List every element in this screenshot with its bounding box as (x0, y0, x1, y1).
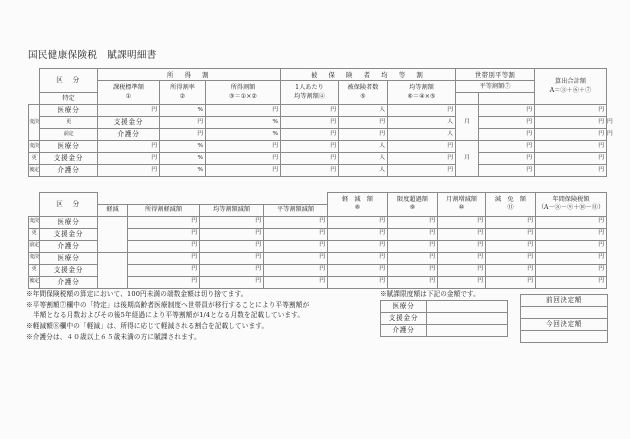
cell-income-rate[interactable]: % (160, 105, 206, 117)
cell-exemption[interactable]: 円 (486, 228, 536, 240)
limit-value-support[interactable] (427, 312, 508, 324)
sub-row-group-label-after-2: 更 (29, 264, 40, 276)
cell-monthly-adj[interactable]: 円 (438, 252, 486, 264)
cell-monthly-adj[interactable]: 円 (438, 276, 486, 288)
segment-label: 介護分 (98, 129, 160, 141)
main-group-header-row (29, 69, 607, 81)
limit-label-care: 介護分 (381, 324, 427, 336)
cell-exemption[interactable]: 円 (486, 264, 536, 276)
cell-over-limit[interactable]: 円 (388, 216, 438, 228)
cell-per-person[interactable]: 円 (281, 165, 339, 177)
segment-label: 支援金分 (40, 228, 98, 240)
header-equal-amount-formula: ⑥＝④×⑤ (407, 92, 436, 100)
header-reduction-total (328, 193, 388, 217)
header-over-limit-num: ⑨ (409, 204, 416, 212)
header-income-amount (206, 81, 281, 105)
cell-total[interactable]: 円 (535, 153, 607, 165)
cell-income-rate[interactable]: % (160, 153, 206, 165)
table-row (29, 165, 607, 177)
cell-income-rate[interactable]: % (206, 117, 281, 129)
cell-total[interactable]: 円 (535, 141, 607, 153)
page-title: 国民健康保険税 賦課明細書 (28, 50, 157, 61)
limit-label-support: 支援金分 (381, 312, 427, 324)
limit-caption: ※賦課限度額は下記の金額です。 (380, 290, 480, 298)
segment-label: 医療分 (40, 105, 98, 117)
cell-flat-reduction[interactable]: 円 (264, 276, 328, 288)
cell-equal-reduction[interactable]: 円 (200, 216, 264, 228)
table-row: 更 支援金分 円 % 円 円 人 円 円 円 (29, 117, 607, 129)
segment-label: 支援金分 (98, 117, 160, 129)
cell-flat-reduction[interactable]: 円 (264, 264, 328, 276)
sub-row-group-label-after-3: 後定 (29, 276, 40, 288)
cell-per-person[interactable]: 円 (281, 141, 339, 153)
header-annual-tax-label: 年間保険税額 (552, 196, 590, 204)
cell-reduction-rate[interactable] (98, 252, 128, 288)
segment-label: 医療分 (40, 252, 98, 264)
cell-monthly-adj[interactable]: 円 (438, 228, 486, 240)
limit-label-medical: 医療分 (381, 300, 427, 312)
cell-income-reduction[interactable]: 円 (128, 216, 200, 228)
cell-insured-count[interactable]: 人 (339, 141, 388, 153)
header-income-amount-formula: ③＝①×② (228, 92, 257, 100)
cell-annual-tax[interactable]: 円 (536, 228, 607, 240)
cell-flat-rate[interactable]: 円 (479, 105, 535, 117)
header-monthly-adj-label: 月割増減額 (446, 196, 477, 204)
limit-value-medical[interactable] (427, 300, 508, 312)
header-income-rate-label: 所得割率 (170, 84, 195, 92)
row-group-label-before-3: 前定 (40, 129, 98, 141)
cell-income-rate[interactable]: % (206, 129, 281, 141)
cell-exemption[interactable]: 円 (486, 252, 536, 264)
cell-reduction-total[interactable]: 円 (328, 228, 388, 240)
header-income-amount-label: 所得割額 (230, 84, 256, 92)
cell-over-limit[interactable]: 円 (388, 240, 438, 252)
cell-income-reduction[interactable]: 円 (128, 228, 200, 240)
header-annual-tax (536, 193, 607, 217)
cell-reduction-total[interactable]: 円 (328, 216, 388, 228)
header-equal-amount (388, 81, 456, 105)
header-reduction-spacer (98, 193, 328, 205)
reduction-detail-table (28, 192, 607, 289)
header-reduction-rate: 軽減 (98, 204, 128, 216)
cell-insured-count[interactable]: 人 (339, 105, 388, 117)
cell-income-amount[interactable]: 円 (206, 141, 281, 153)
header-taxable-base-label: 課税標準額 (113, 84, 144, 92)
cell-equal-amount[interactable]: 円 (479, 117, 535, 129)
header-insured-count-num: ⑤ (360, 92, 366, 100)
table-row: 前定 介護分 円 % 円 円 人 円 円 円 (29, 129, 607, 141)
table-row (521, 307, 608, 319)
header-total-line1: 算出合計額 (555, 78, 586, 86)
header-insured-count-label: 被保険者数 (347, 84, 379, 92)
decision-amount-table (520, 294, 608, 343)
header-equal-reduction: 均等割額減額 (200, 204, 264, 216)
table-row (29, 141, 607, 153)
cell-reduction-total[interactable]: 円 (328, 252, 388, 264)
cell-flat-reduction[interactable]: 円 (264, 228, 328, 240)
previous-decision-label: 前回決定額 (521, 295, 608, 307)
cell-annual-tax[interactable]: 円 (536, 276, 607, 288)
cell-flat-rate[interactable]: 円 (535, 129, 607, 141)
corner-spacer-2 (29, 81, 40, 93)
cell-exemption[interactable]: 円 (486, 240, 536, 252)
cell-equal-amount[interactable]: 円 (388, 165, 456, 177)
header-reduction-total-num: ⑧ (354, 204, 361, 212)
cell-equal-amount[interactable]: 円 (388, 105, 456, 117)
header-per-person (281, 81, 339, 105)
cell-over-limit[interactable]: 円 (388, 264, 438, 276)
header-exemption-label: 減 免 額 (495, 196, 526, 204)
cell-over-limit[interactable]: 円 (388, 252, 438, 264)
header-total (535, 69, 607, 105)
cell-exemption[interactable]: 円 (486, 216, 536, 228)
header-kubun: 区 分 (40, 69, 98, 93)
main-column-header-row (29, 81, 607, 93)
cell-equal-reduction[interactable]: 円 (200, 264, 264, 276)
table-row (29, 252, 607, 264)
row-group-label-after: 変決 (29, 141, 40, 153)
cell-specified-months[interactable]: 月 (456, 141, 479, 177)
header-reduction-total-label: 軽 減 額 (342, 196, 373, 204)
cell-per-person[interactable]: 円 (281, 105, 339, 117)
cell-annual-tax[interactable]: 円 (536, 216, 607, 228)
table-row (521, 295, 608, 307)
header-kubun-sub: 区 分 (40, 193, 98, 217)
header-per-person-l1: 1人あたり (295, 84, 324, 92)
header-total-line2: A＝③＋⑥＋⑦ (549, 86, 592, 94)
row-group-label-before-2: 更 (40, 117, 98, 129)
cell-income-reduction[interactable]: 円 (128, 252, 200, 264)
cell-monthly-adj[interactable]: 円 (438, 216, 486, 228)
cell-monthly-adj[interactable]: 円 (438, 264, 486, 276)
corner-spacer-5 (29, 204, 40, 216)
cell-income-reduction[interactable]: 円 (128, 240, 200, 252)
cell-equal-amount[interactable]: 円 (479, 129, 535, 141)
table-row (29, 153, 607, 165)
header-flat-reduction: 平等割額減額 (264, 204, 328, 216)
header-exemption (486, 193, 536, 217)
sub-row-group-label-before: 変決 (29, 216, 40, 228)
corner-spacer (29, 69, 40, 81)
cell-reduction-total[interactable]: 円 (328, 264, 388, 276)
header-flat-rate: 平等割額⑦ (456, 81, 535, 93)
cell-annual-tax[interactable]: 円 (536, 252, 607, 264)
cell-insured-count[interactable]: 人 (339, 165, 388, 177)
cell-over-limit[interactable]: 円 (388, 228, 438, 240)
segment-label: 介護分 (40, 165, 98, 177)
segment-label: 介護分 (40, 276, 98, 288)
limit-amount-table (380, 300, 508, 337)
cell-income-rate[interactable]: % (160, 165, 206, 177)
current-decision-value[interactable] (521, 331, 608, 343)
segment-label: 医療分 (40, 216, 98, 228)
header-taxable-base-num: ① (125, 92, 132, 100)
cell-specified-months[interactable]: 月 (456, 105, 479, 141)
sub-group-header-row (29, 193, 607, 205)
cell-taxable-base[interactable]: 円 (160, 129, 206, 141)
header-per-person-l2: 均等割額④ (294, 92, 325, 100)
header-income-reduction: 所得割軽減額 (128, 204, 200, 216)
cell-income-rate[interactable]: % (160, 141, 206, 153)
cell-per-person[interactable]: 円 (339, 117, 388, 129)
segment-label: 介護分 (40, 240, 98, 252)
header-group-income-levy: 所 得 割 (98, 69, 281, 81)
header-group-household-equal: 世帯別平等割 (456, 69, 535, 81)
cell-income-amount[interactable]: 円 (206, 105, 281, 117)
cell-exemption[interactable]: 円 (486, 276, 536, 288)
header-monthly-adj (438, 193, 486, 217)
cell-equal-reduction[interactable]: 円 (200, 240, 264, 252)
footnote-3: ※軽減額⑧欄中の「軽減」は、所得に応じて軽減される割合を記載しています。 (26, 322, 269, 331)
limit-amount-section (380, 288, 508, 337)
cell-monthly-adj[interactable]: 円 (438, 240, 486, 252)
header-insured-count (339, 81, 388, 105)
table-row (381, 300, 508, 312)
corner-spacer-3 (29, 93, 40, 105)
table-row (521, 331, 608, 343)
cell-total[interactable]: 円 (535, 105, 607, 117)
row-group-label-after-2: 更 (29, 153, 40, 165)
cell-income-amount[interactable]: 円 (206, 165, 281, 177)
cell-flat-rate[interactable]: 円 (479, 165, 535, 177)
header-income-rate-num: ② (179, 92, 186, 100)
header-flat-rate-value (456, 93, 479, 105)
header-taxable-base (98, 81, 160, 105)
sub-row-group-label-before-2: 更 (29, 228, 40, 240)
cell-taxable-base[interactable]: 円 (98, 141, 160, 153)
cell-insured-count[interactable]: 人 (388, 129, 456, 141)
footnote-2: ※平等割額⑦欄中の「特定」は後期高齢者医療制度へ世帯員が移行することにより平等割額が (26, 300, 310, 309)
sub-row-group-label-after: 変決 (29, 252, 40, 264)
cell-equal-amount[interactable]: 円 (388, 141, 456, 153)
cell-taxable-base[interactable]: 円 (98, 153, 160, 165)
header-equal-amount-label: 均等割額 (409, 84, 434, 92)
cell-flat-reduction[interactable]: 円 (264, 216, 328, 228)
segment-label: 医療分 (40, 141, 98, 153)
cell-flat-rate[interactable]: 円 (479, 153, 535, 165)
cell-reduction-total[interactable]: 円 (328, 276, 388, 288)
cell-total[interactable]: 円 (535, 165, 607, 177)
header-specified: 特定 (40, 93, 98, 105)
cell-flat-rate[interactable]: 円 (479, 141, 535, 153)
cell-income-reduction[interactable]: 円 (128, 264, 200, 276)
cell-equal-reduction[interactable]: 円 (200, 252, 264, 264)
footnotes (26, 289, 376, 342)
table-row (381, 312, 508, 324)
cell-annual-tax[interactable]: 円 (536, 240, 607, 252)
cell-over-limit[interactable]: 円 (388, 276, 438, 288)
header-income-rate (160, 81, 206, 105)
header-group-insured-equal: 被 保 険 者 均 等 割 (281, 69, 456, 81)
cell-annual-tax[interactable]: 円 (536, 264, 607, 276)
limit-value-care[interactable] (427, 324, 508, 336)
table-row (381, 324, 508, 336)
cell-equal-amount[interactable]: 円 (388, 153, 456, 165)
table-row (521, 319, 608, 331)
cell-per-person[interactable]: 円 (281, 153, 339, 165)
previous-decision-value[interactable] (521, 307, 608, 319)
assessment-main-table (28, 68, 613, 177)
header-over-limit-label: 限度超過額 (397, 196, 428, 204)
segment-label: 支援金分 (40, 264, 98, 276)
cell-income-amount[interactable]: 円 (281, 117, 339, 129)
cell-insured-count[interactable]: 人 (388, 117, 456, 129)
cell-flat-reduction[interactable]: 円 (264, 240, 328, 252)
footnote-1: ※年間保険税額の算定において、100円未満の端数金額は切り捨てます。 (26, 290, 248, 298)
corner-spacer-4 (29, 193, 40, 205)
cell-per-person[interactable]: 円 (339, 129, 388, 141)
cell-insured-count[interactable]: 人 (339, 153, 388, 165)
cell-taxable-base[interactable]: 円 (98, 165, 160, 177)
footnote-2-cont: 半額となる月数およびその後5年経過により平等割額が1/4となる月数を記載しています。 (33, 311, 305, 320)
header-annual-tax-formula: （A－⑧－⑨＋⑩－⑪） (537, 204, 605, 212)
cell-taxable-base[interactable]: 円 (98, 105, 160, 117)
cell-income-amount[interactable]: 円 (206, 153, 281, 165)
segment-label: 支援金分 (40, 153, 98, 165)
cell-taxable-base[interactable]: 円 (160, 117, 206, 129)
row-group-label-after-3: 後定 (29, 165, 40, 177)
table-row (29, 105, 607, 117)
table-row (29, 216, 607, 228)
current-decision-label: 今回決定額 (521, 319, 608, 331)
cell-reduction-rate[interactable] (98, 216, 128, 252)
cell-equal-reduction[interactable]: 円 (200, 276, 264, 288)
cell-flat-reduction[interactable]: 円 (264, 252, 328, 264)
cell-income-reduction[interactable]: 円 (128, 276, 200, 288)
row-group-label-before: 変決 (29, 105, 40, 141)
header-over-limit (388, 193, 438, 217)
header-monthly-adj-num: ⑩ (458, 204, 465, 212)
cell-reduction-total[interactable]: 円 (328, 240, 388, 252)
cell-equal-reduction[interactable]: 円 (200, 228, 264, 240)
sub-row-group-label-before-3: 前定 (29, 240, 40, 252)
header-exemption-num: ⑪ (507, 204, 514, 212)
footnote-4: ※介護分は、４０歳以上６５歳未満の方に賦課されます。 (26, 332, 201, 341)
cell-income-amount[interactable]: 円 (281, 129, 339, 141)
cell-flat-rate[interactable]: 円 (535, 117, 607, 129)
